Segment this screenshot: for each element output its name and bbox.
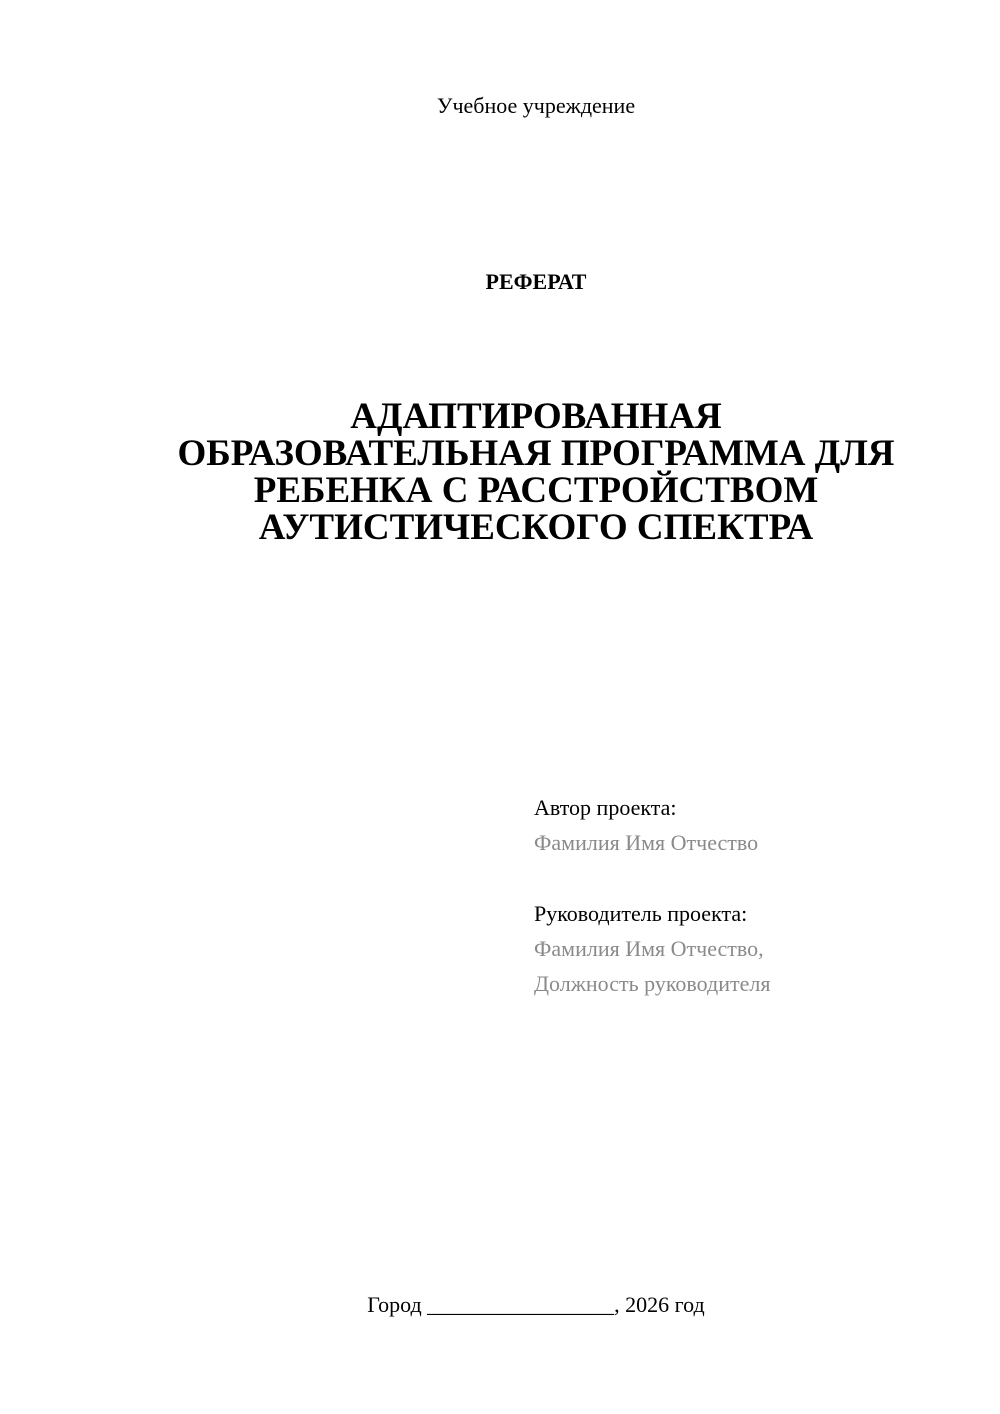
title-line: ОБРАЗОВАТЕЛЬНАЯ ПРОГРАММА ДЛЯ [177,433,895,474]
title-line: АУТИСТИЧЕСКОГО СПЕКТРА [258,507,814,548]
institution-name: Учебное учреждение [436,93,636,118]
credits-spacer [534,860,974,896]
document-type: РЕФЕРАТ [485,269,587,294]
document-title [120,398,952,546]
title-line: АДАПТИРОВАННАЯ [350,396,722,437]
supervisor-name: Фамилия Имя Отчество, [534,936,764,961]
city-year-line: Город _________________, 2026 год [367,1292,705,1317]
supervisor-position: Должность руководителя [534,971,771,996]
project-credits [534,790,974,1001]
title-line: РЕБЕНКА С РАССТРОЙСТВОМ [253,470,819,511]
supervisor-label: Руководитель проекта: [534,901,748,926]
author-name: Фамилия Имя Отчество [534,830,759,855]
author-label: Автор проекта: [534,795,677,820]
